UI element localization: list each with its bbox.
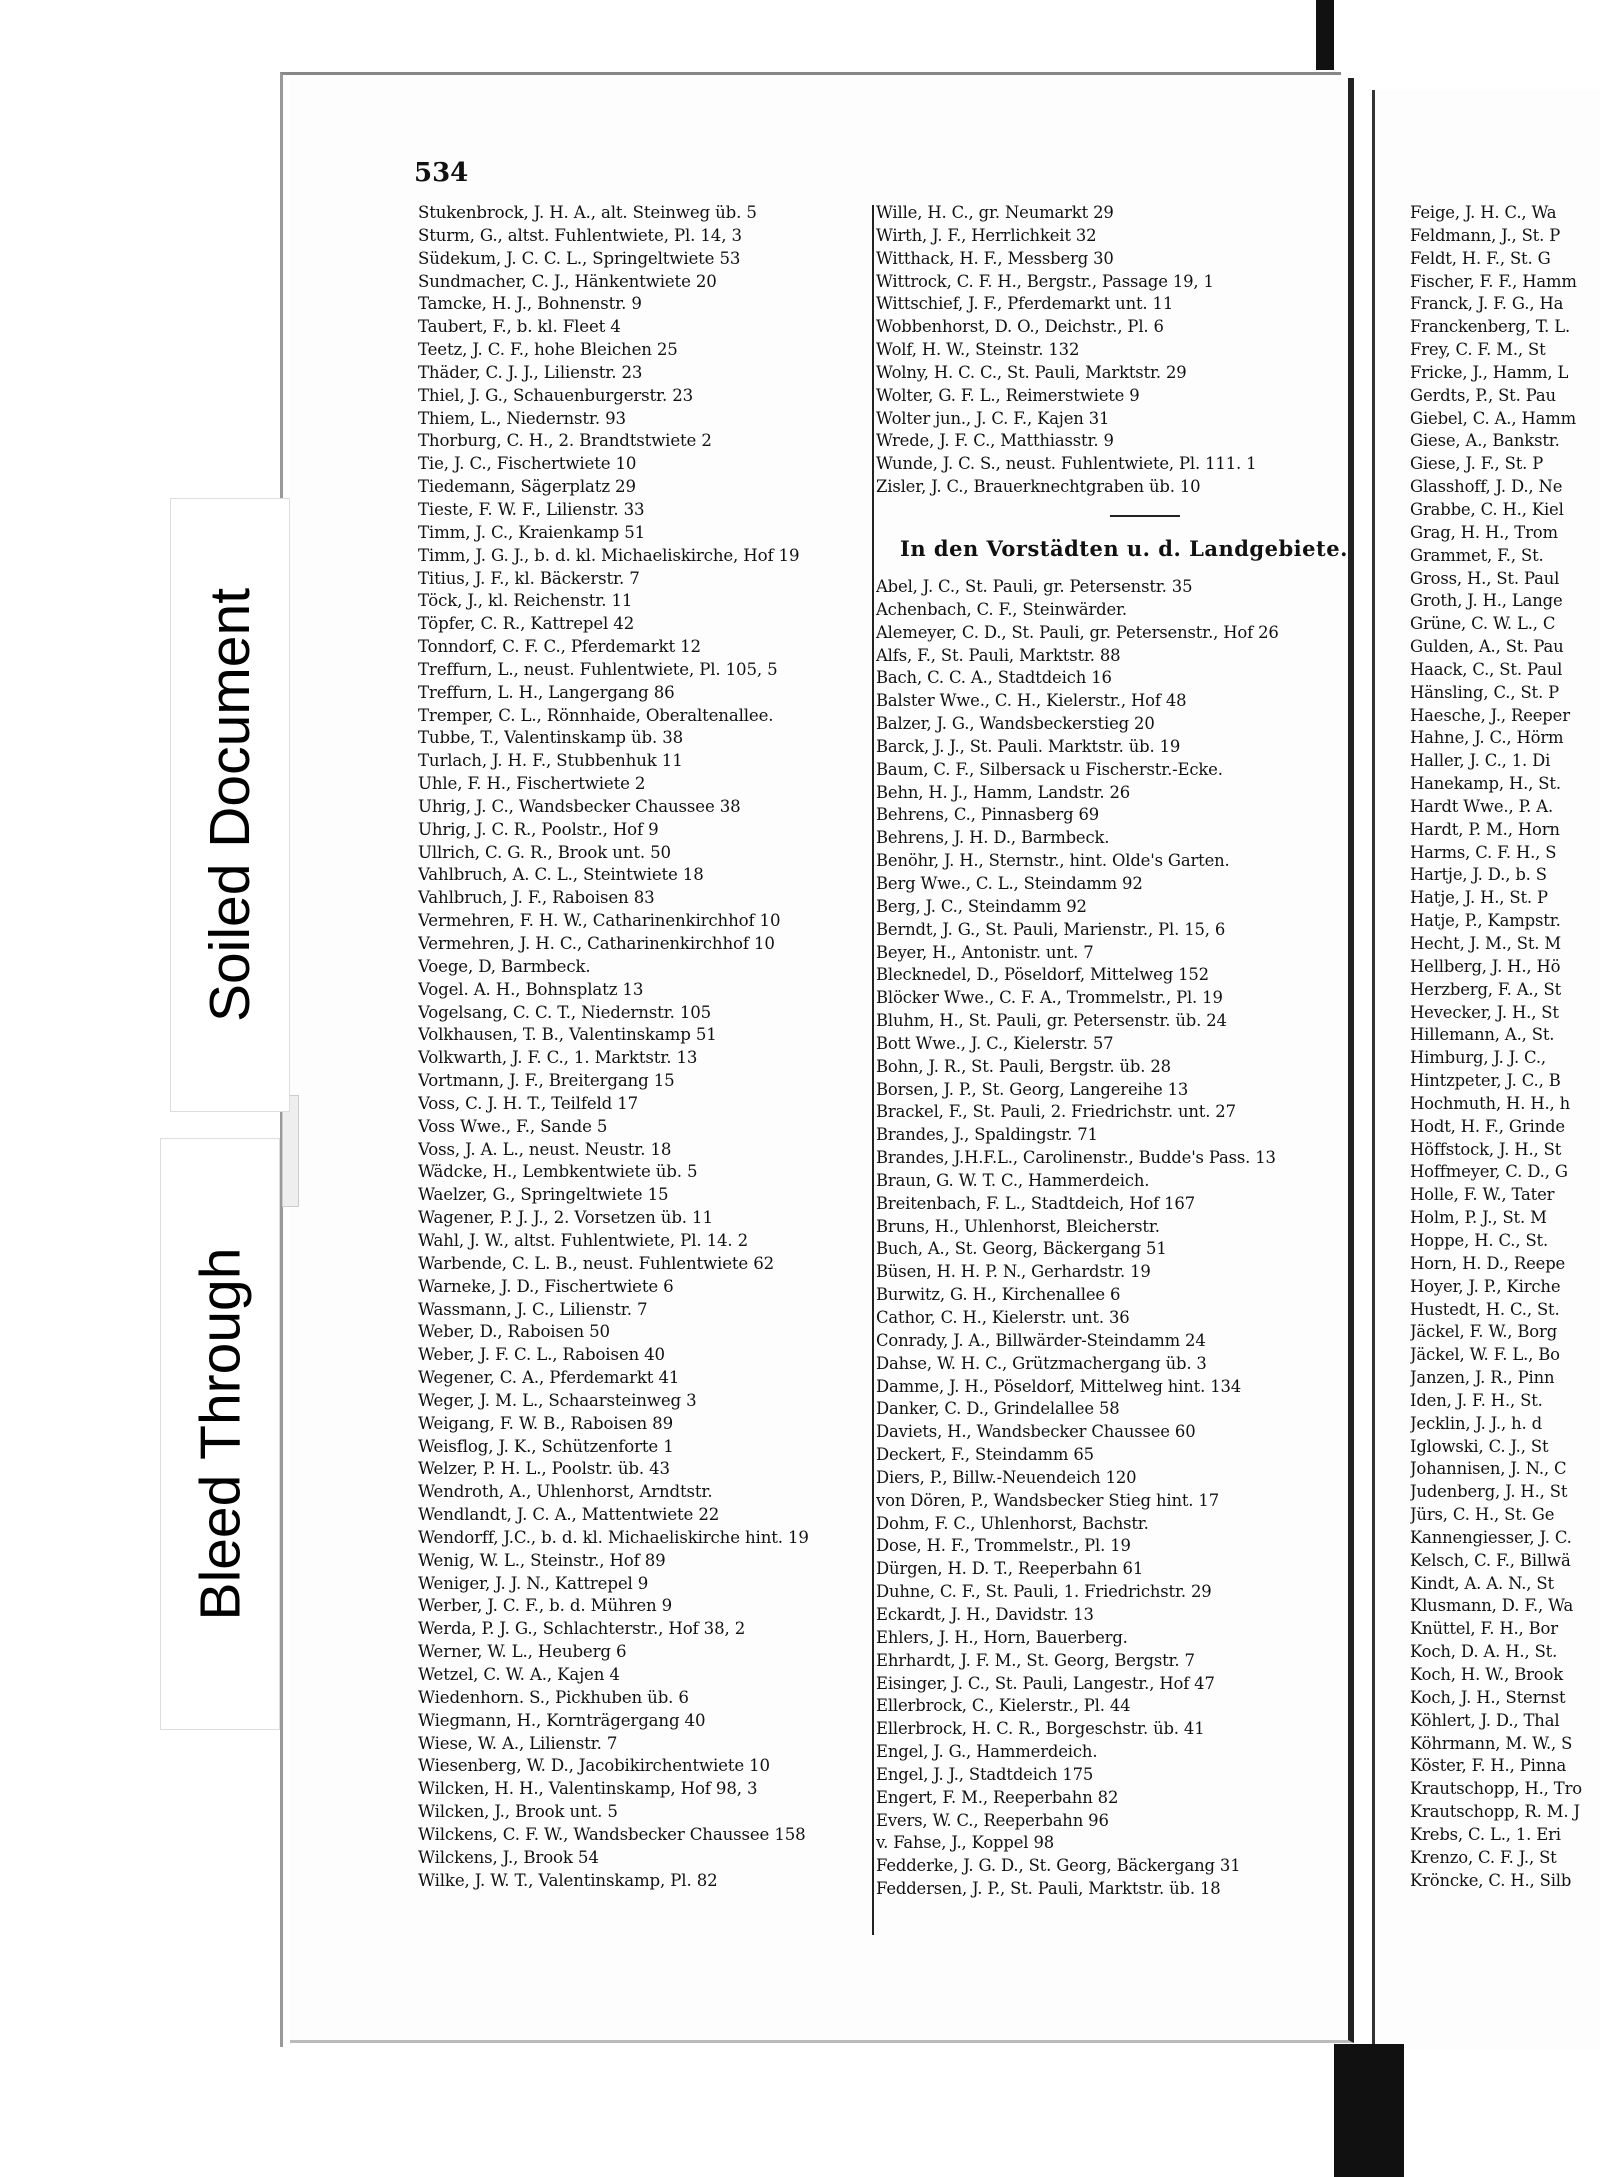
directory-entry: Baum, C. F., Silbersack u Fischerstr.-Ecke. — [876, 759, 1223, 779]
directory-entry: Feige, J. H. C., Wa — [1410, 203, 1557, 222]
directory-entry: Berndt, J. G., St. Pauli, Marienstr., Pl. 15, 6 — [876, 919, 1226, 939]
directory-entry: Beyer, H., Antonistr. unt. 7 — [876, 942, 1094, 962]
directory-entry: Behrens, C., Pinnasberg 69 — [876, 805, 1100, 825]
directory-entry: Wirth, J. F., Herrlichkeit 32 — [876, 225, 1097, 245]
directory-entry: Vogel. A. H., Bohnsplatz 13 — [418, 979, 644, 999]
directory-entry: Balzer, J. G., Wandsbeckerstieg 20 — [876, 714, 1155, 734]
directory-entry: Damme, J. H., Pöseldorf, Mittelweg hint. 134 — [876, 1376, 1242, 1396]
directory-entry: Hartje, J. D., b. S — [1410, 865, 1547, 885]
directory-entry: Iden, J. F. H., St. — [1410, 1390, 1543, 1410]
directory-entry: Voss, J. A. L., neust. Neustr. 18 — [418, 1139, 672, 1159]
directory-entry: Achenbach, C. F., Steinwärder. — [876, 599, 1127, 619]
directory-entry: Thiem, L., Niedernstr. 93 — [418, 408, 626, 428]
directory-entry: Hillemann, A., St. — [1410, 1025, 1555, 1045]
directory-entry: Holle, F. W., Tater — [1410, 1185, 1555, 1205]
directory-column-left — [418, 202, 874, 1892]
directory-entry: Koch, D. A. H., St. — [1410, 1642, 1558, 1662]
directory-entry: Tiedemann, Sägerplatz 29 — [418, 477, 636, 497]
directory-entry: Wilcken, H. H., Valentinskamp, Hof 98, 3 — [418, 1779, 758, 1799]
directory-entry: Krautschopp, R. M. J — [1410, 1802, 1580, 1822]
directory-entry: Bohn, J. R., St. Pauli, Bergstr. üb. 28 — [876, 1056, 1171, 1076]
directory-entry: Hellberg, J. H., Hö — [1410, 956, 1561, 976]
directory-entry: Voss, C. J. H. T., Teilfeld 17 — [418, 1093, 639, 1113]
directory-column-middle-top — [876, 202, 1338, 499]
directory-entry: Engel, J. G., Hammerdeich. — [876, 1742, 1098, 1762]
directory-entry: Vogelsang, C. C. T., Niedernstr. 105 — [418, 1002, 712, 1022]
directory-entry: Uhrig, J. C., Wandsbecker Chaussee 38 — [418, 796, 741, 816]
directory-entry: Wenig, W. L., Steinstr., Hof 89 — [418, 1550, 666, 1570]
page-number: 534 — [414, 158, 469, 188]
directory-entry: Warbende, C. L. B., neust. Fuhlentwiete 62 — [418, 1253, 775, 1273]
directory-entry: Kelsch, C. F., Billwä — [1410, 1550, 1571, 1570]
directory-entry: Ehlers, J. H., Horn, Bauerberg. — [876, 1627, 1128, 1647]
section-rule — [1110, 515, 1180, 517]
directory-entry: Wiese, W. A., Lilienstr. 7 — [418, 1733, 618, 1753]
directory-entry: Wolf, H. W., Steinstr. 132 — [876, 340, 1080, 360]
directory-entry: Wiesenberg, W. D., Jacobikirchentwiete 10 — [418, 1756, 770, 1776]
directory-entry: Tieste, F. W. F., Lilienstr. 33 — [418, 499, 645, 519]
directory-entry: Uhrig, J. C. R., Poolstr., Hof 9 — [418, 819, 659, 839]
directory-entry: Brandes, J.H.F.L., Carolinenstr., Budde's Pass. 13 — [876, 1148, 1276, 1168]
directory-entry: Köster, F. H., Pinna — [1410, 1756, 1567, 1776]
directory-entry: Zisler, J. C., Brauerknechtgraben üb. 10 — [876, 477, 1201, 497]
soiled-document-stamp — [170, 498, 290, 1112]
directory-entry: Wetzel, C. W. A., Kajen 4 — [418, 1665, 620, 1684]
directory-entry: Krautschopp, H., Tro — [1410, 1779, 1582, 1799]
binding-shadow-top — [1316, 0, 1334, 70]
soiled-document-label: Soiled Document — [198, 587, 263, 1023]
binding-shadow-bottom — [1334, 2044, 1404, 2177]
directory-entry: Fricke, J., Hamm, L — [1410, 362, 1569, 382]
directory-entry: Köhlert, J. D., Thal — [1410, 1710, 1560, 1730]
directory-entry: Jecklin, J. J., h. d — [1410, 1413, 1542, 1433]
directory-entry: Janzen, J. R., Pinn — [1410, 1368, 1555, 1388]
directory-entry: Volkhausen, T. B., Valentinskamp 51 — [418, 1025, 717, 1045]
directory-entry: Cathor, C. H., Kielerstr. unt. 36 — [876, 1308, 1130, 1327]
directory-entry: Wilke, J. W. T., Valentinskamp, Pl. 82 — [418, 1870, 718, 1890]
directory-entry: Köhrmann, M. W., S — [1410, 1733, 1573, 1753]
directory-entry: Wunde, J. C. S., neust. Fuhlentwiete, Pl. 111. 1 — [876, 454, 1257, 474]
directory-entry: Hintzpeter, J. C., B — [1410, 1071, 1561, 1091]
directory-entry: Timm, J. C., Kraienkamp 51 — [418, 522, 646, 542]
directory-entry: Weber, D., Raboisen 50 — [418, 1322, 610, 1342]
directory-entry: Hoppe, H. C., St. — [1410, 1230, 1549, 1250]
directory-entry: Fischer, F. F., Hamm — [1410, 271, 1577, 291]
directory-entry: Daviets, H., Wandsbecker Chaussee 60 — [876, 1422, 1196, 1442]
directory-entry: Krenzo, C. F. J., St — [1410, 1847, 1557, 1867]
directory-entry: v. Fahse, J., Koppel 98 — [876, 1833, 1054, 1853]
directory-entry: Wassmann, J. C., Lilienstr. 7 — [418, 1299, 648, 1319]
directory-entry: Koch, J. H., Sternst — [1410, 1687, 1566, 1707]
directory-entry: Iglowski, C. J., St — [1410, 1436, 1549, 1456]
directory-entry: Dürgen, H. D. T., Reeperbahn 61 — [876, 1559, 1144, 1579]
directory-entry: Giebel, C. A., Hamm — [1410, 408, 1577, 428]
directory-entry: Frey, C. F. M., St — [1410, 340, 1546, 360]
directory-entry: Engel, J. J., Stadtdeich 175 — [876, 1764, 1094, 1784]
directory-entry: Feldt, H. F., St. G — [1410, 248, 1551, 268]
directory-entry: Wiedenhorn. S., Pickhuben üb. 6 — [418, 1687, 689, 1707]
directory-entry: Grüne, C. W. L., C — [1410, 614, 1556, 634]
directory-entry: Blöcker Wwe., C. F. A., Trommelstr., Pl. 19 — [876, 988, 1223, 1008]
directory-entry: Tonndorf, C. F. C., Pferdemarkt 12 — [418, 637, 701, 657]
directory-entry: Barck, J. J., St. Pauli. Marktstr. üb. 19 — [876, 736, 1181, 756]
directory-column-right — [1410, 202, 1600, 1892]
directory-entry: Waelzer, G., Springeltwiete 15 — [418, 1185, 669, 1205]
directory-entry: Hecht, J. M., St. M — [1410, 934, 1562, 953]
directory-entry: Wagener, P. J. J., 2. Vorsetzen üb. 11 — [418, 1208, 713, 1228]
directory-entry: Weisflog, J. K., Schützenforte 1 — [418, 1436, 674, 1456]
directory-entry: Witthack, H. F., Messberg 30 — [876, 248, 1114, 268]
directory-entry: Haesche, J., Reeper — [1410, 705, 1570, 725]
directory-entry: Behn, H. J., Hamm, Landstr. 26 — [876, 782, 1131, 802]
directory-entry: Benöhr, J. H., Sternstr., hint. Olde's Garten. — [876, 851, 1230, 871]
directory-entry: Bluhm, H., St. Pauli, gr. Petersenstr. üb. 24 — [876, 1011, 1227, 1031]
directory-entry: Danker, C. D., Grindelallee 58 — [876, 1399, 1120, 1419]
directory-entry: Eckardt, J. H., Davidstr. 13 — [876, 1604, 1094, 1624]
directory-entry: Wendorff, J.C., b. d. kl. Michaeliskirche hint. 19 — [418, 1527, 809, 1547]
directory-entry: Wahl, J. W., altst. Fuhlentwiete, Pl. 14. 2 — [418, 1230, 749, 1250]
directory-entry: Wilckens, J., Brook 54 — [418, 1847, 599, 1867]
directory-entry: Grammet, F., St. — [1410, 545, 1544, 565]
directory-entry: Tie, J. C., Fischertwiete 10 — [418, 454, 637, 474]
directory-entry: Diers, P., Billw.-Neuendeich 120 — [876, 1467, 1137, 1487]
directory-entry: Balster Wwe., C. H., Kielerstr., Hof 48 — [876, 691, 1187, 711]
directory-entry: Vermehren, F. H. W., Catharinenkirchhof 10 — [418, 911, 781, 931]
directory-entry: Grag, H. H., Trom — [1410, 522, 1558, 542]
directory-entry: Conrady, J. A., Billwärder-Steindamm 24 — [876, 1330, 1206, 1350]
directory-entry: Teetz, J. C. F., hohe Bleichen 25 — [418, 340, 678, 360]
directory-entry: Wolny, H. C. C., St. Pauli, Marktstr. 29 — [876, 362, 1187, 382]
directory-entry: Thorburg, C. H., 2. Brandtstwiete 2 — [418, 431, 712, 451]
directory-entry: Wrede, J. F. C., Matthiasstr. 9 — [876, 431, 1114, 451]
directory-entry: Wiegmann, H., Kornträgergang 40 — [418, 1710, 706, 1730]
directory-entry: Gulden, A., St. Pau — [1410, 637, 1564, 657]
directory-entry: Wolter, G. F. L., Reimerstwiete 9 — [876, 385, 1140, 405]
directory-entry: Turlach, J. H. F., Stubbenhuk 11 — [418, 751, 683, 771]
directory-entry: Grabbe, C. H., Kiel — [1410, 499, 1564, 519]
directory-entry: Horn, H. D., Reepe — [1410, 1253, 1566, 1273]
directory-entry: Töpfer, C. R., Kattrepel 42 — [418, 614, 635, 634]
directory-entry: Wittrock, C. F. H., Bergstr., Passage 19, 1 — [876, 271, 1214, 291]
directory-entry: Ehrhardt, J. F. M., St. Georg, Bergstr. 7 — [876, 1650, 1195, 1670]
bleed-through-stamp — [160, 1138, 280, 1730]
directory-entry: Höffstock, J. H., St — [1410, 1139, 1562, 1159]
directory-entry: Harms, C. F. H., S — [1410, 842, 1557, 862]
directory-entry: Töck, J., kl. Reichenstr. 11 — [418, 591, 633, 611]
directory-entry: Eisinger, J. C., St. Pauli, Langestr., Hof 47 — [876, 1673, 1215, 1693]
directory-entry: Feddersen, J. P., St. Pauli, Marktstr. üb. 18 — [876, 1879, 1221, 1899]
directory-entry: Wegener, C. A., Pferdemarkt 41 — [418, 1368, 680, 1388]
directory-entry: Hardt, P. M., Horn — [1410, 819, 1560, 839]
directory-entry: Jäckel, F. W., Borg — [1410, 1322, 1558, 1342]
directory-entry: Giese, A., Bankstr. — [1410, 431, 1560, 451]
directory-entry: Sturm, G., altst. Fuhlentwiete, Pl. 14, 3 — [418, 225, 742, 245]
directory-entry: Johannisen, J. N., C — [1410, 1459, 1567, 1479]
directory-entry: Hatje, J. H., St. P — [1410, 888, 1548, 908]
directory-entry: Holm, P. J., St. M — [1410, 1208, 1547, 1228]
directory-entry: Ellerbrock, C., Kielerstr., Pl. 44 — [876, 1696, 1131, 1716]
directory-entry: Berg Wwe., C. L., Steindamm 92 — [876, 873, 1143, 893]
directory-entry: Wolter jun., J. C. F., Kajen 31 — [876, 408, 1110, 428]
directory-entry: Knüttel, F. H., Bor — [1410, 1619, 1558, 1639]
directory-entry: Burwitz, G. H., Kirchenallee 6 — [876, 1285, 1121, 1305]
directory-entry: Glasshoff, J. D., Ne — [1410, 477, 1563, 497]
directory-entry: Dose, H. F., Trommelstr., Pl. 19 — [876, 1536, 1131, 1556]
directory-entry: Bott Wwe., J. C., Kielerstr. 57 — [876, 1033, 1114, 1053]
directory-entry: Evers, W. C., Reeperbahn 96 — [876, 1810, 1109, 1830]
directory-entry: Duhne, C. F., St. Pauli, 1. Friedrichstr. 29 — [876, 1582, 1212, 1602]
directory-entry: Weger, J. M. L., Schaarsteinweg 3 — [418, 1390, 697, 1410]
directory-entry: Vermehren, J. H. C., Catharinenkirchhof 10 — [418, 934, 775, 953]
directory-entry: Werda, P. J. G., Schlachterstr., Hof 38, 2 — [418, 1619, 746, 1639]
directory-entry: Judenberg, J. H., St — [1410, 1482, 1568, 1502]
directory-entry: Voss Wwe., F., Sande 5 — [418, 1116, 608, 1136]
directory-entry: Bach, C. C. A., Stadtdeich 16 — [876, 668, 1112, 688]
directory-entry: Berg, J. C., Steindamm 92 — [876, 896, 1087, 916]
directory-entry: von Dören, P., Wandsbecker Stieg hint. 17 — [876, 1490, 1219, 1510]
directory-entry: Hustedt, H. C., St. — [1410, 1299, 1560, 1319]
directory-entry: Hahne, J. C., Hörm — [1410, 728, 1564, 748]
directory-entry: Himburg, J. J. C., — [1410, 1048, 1546, 1068]
directory-entry: Tubbe, T., Valentinskamp üb. 38 — [418, 728, 684, 748]
directory-entry: Hardt Wwe., P. A. — [1410, 796, 1554, 816]
bleed-through-label: Bleed Through — [188, 1247, 252, 1621]
directory-entry: Kannengiesser, J. C. — [1410, 1527, 1572, 1547]
directory-entry: Alemeyer, C. D., St. Pauli, gr. Petersenstr., Hof 26 — [876, 622, 1279, 642]
directory-entry: Breitenbach, F. L., Stadtdeich, Hof 167 — [876, 1193, 1195, 1213]
directory-entry: Thiel, J. G., Schauenburgerstr. 23 — [418, 385, 694, 405]
directory-entry: Braun, G. W. T. C., Hammerdeich. — [876, 1170, 1150, 1190]
directory-entry: Gross, H., St. Paul — [1410, 568, 1560, 588]
directory-entry: Kröncke, C. H., Silb — [1410, 1870, 1572, 1890]
directory-entry: Wendlandt, J. C. A., Mattentwiete 22 — [418, 1505, 720, 1525]
directory-entry: Brandes, J., Spaldingstr. 71 — [876, 1125, 1098, 1145]
directory-entry: Hochmuth, H. H., h — [1410, 1093, 1571, 1113]
directory-entry: Giese, J. F., St. P — [1410, 454, 1544, 474]
directory-entry: Kindt, A. A. N., St — [1410, 1573, 1554, 1593]
directory-entry: Gerdts, P., St. Pau — [1410, 385, 1556, 405]
directory-entry: Fedderke, J. G. D., St. Georg, Bäckergang 31 — [876, 1856, 1241, 1876]
directory-entry: Hoffmeyer, C. D., G — [1410, 1162, 1568, 1182]
directory-entry: Alfs, F., St. Pauli, Marktstr. 88 — [876, 645, 1121, 665]
directory-entry: Buch, A., St. Georg, Bäckergang 51 — [876, 1239, 1167, 1259]
column-divider — [872, 205, 874, 1935]
directory-entry: Hoyer, J. P., Kirche — [1410, 1276, 1561, 1296]
directory-entry: Dohm, F. C., Uhlenhorst, Bachstr. — [876, 1513, 1149, 1533]
directory-entry: Hevecker, J. H., St — [1410, 1002, 1559, 1022]
directory-entry: Titius, J. F., kl. Bäckerstr. 7 — [418, 568, 640, 588]
directory-entry: Tamcke, H. J., Bohnenstr. 9 — [418, 294, 642, 314]
directory-entry: Blecknedel, D., Pöseldorf, Mittelweg 152 — [876, 965, 1209, 985]
directory-entry: Taubert, F., b. kl. Fleet 4 — [418, 317, 621, 337]
directory-entry: Groth, J. H., Lange — [1410, 591, 1563, 611]
directory-entry: Deckert, F., Steindamm 65 — [876, 1445, 1094, 1465]
directory-entry: Wilckens, C. F. W., Wandsbecker Chaussee 158 — [418, 1824, 806, 1844]
directory-entry: Behrens, J. H. D., Barmbeck. — [876, 828, 1110, 848]
directory-entry: Weniger, J. J. N., Kattrepel 9 — [418, 1573, 649, 1593]
directory-entry: Franckenberg, T. L. — [1410, 317, 1571, 337]
directory-entry: Hodt, H. F., Grinde — [1410, 1116, 1565, 1136]
section-heading: In den Vorstädten u. d. Landgebiete. — [900, 536, 1348, 561]
directory-entry: Hänsling, C., St. P — [1410, 682, 1559, 702]
directory-entry: Uhle, F. H., Fischertwiete 2 — [418, 774, 646, 794]
directory-entry: Vahlbruch, J. F., Raboisen 83 — [418, 888, 655, 908]
directory-entry: Wobbenhorst, D. O., Deichstr., Pl. 6 — [876, 317, 1164, 337]
directory-entry: Stukenbrock, J. H. A., alt. Steinweg üb. 5 — [418, 203, 757, 222]
directory-entry: Südekum, J. C. C. L., Springeltwiete 53 — [418, 248, 741, 268]
directory-entry: Werber, J. C. F., b. d. Mühren 9 — [418, 1596, 673, 1616]
directory-entry: Wille, H. C., gr. Neumarkt 29 — [876, 203, 1114, 222]
directory-entry: Haack, C., St. Paul — [1410, 659, 1563, 679]
directory-entry: Ellerbrock, H. C. R., Borgeschstr. üb. 41 — [876, 1719, 1205, 1739]
directory-entry: Wädcke, H., Lembkentwiete üb. 5 — [418, 1162, 698, 1182]
directory-entry: Vahlbruch, A. C. L., Steintwiete 18 — [418, 865, 704, 885]
directory-entry: Hanekamp, H., St. — [1410, 774, 1561, 794]
directory-entry: Wittschief, J. F., Pferdemarkt unt. 11 — [876, 294, 1174, 314]
directory-entry: Bruns, H., Uhlenhorst, Bleicherstr. — [876, 1216, 1160, 1236]
directory-entry: Weigang, F. W. B., Raboisen 89 — [418, 1413, 674, 1433]
directory-entry: Krebs, C. L., 1. Eri — [1410, 1824, 1561, 1844]
directory-entry: Treffurn, L., neust. Fuhlentwiete, Pl. 105, 5 — [418, 659, 778, 679]
directory-entry: Timm, J. G. J., b. d. kl. Michaeliskirche, Hof 19 — [418, 545, 800, 565]
directory-entry: Klusmann, D. F., Wa — [1410, 1596, 1574, 1616]
directory-entry: Brackel, F., St. Pauli, 2. Friedrichstr. unt. 27 — [876, 1102, 1236, 1122]
directory-entry: Ullrich, C. G. R., Brook unt. 50 — [418, 842, 671, 862]
directory-entry: Werner, W. L., Heuberg 6 — [418, 1642, 627, 1662]
directory-entry: Voege, D, Barmbeck. — [418, 956, 591, 976]
directory-entry: Warneke, J. D., Fischertwiete 6 — [418, 1276, 674, 1296]
directory-entry: Treffurn, L. H., Langergang 86 — [418, 682, 675, 702]
directory-entry: Jäckel, W. F. L., Bo — [1410, 1345, 1560, 1365]
directory-entry: Franck, J. F. G., Ha — [1410, 294, 1564, 314]
directory-entry: Vortmann, J. F., Breitergang 15 — [418, 1071, 675, 1091]
directory-entry: Haller, J. C., 1. Di — [1410, 751, 1551, 771]
directory-entry: Engert, F. M., Reeperbahn 82 — [876, 1787, 1119, 1807]
directory-entry: Volkwarth, J. F. C., 1. Marktstr. 13 — [418, 1048, 698, 1068]
directory-entry: Thäder, C. J. J., Lilienstr. 23 — [418, 362, 643, 382]
directory-entry: Abel, J. C., St. Pauli, gr. Petersenstr. 35 — [876, 577, 1193, 596]
directory-column-middle-bottom — [876, 576, 1338, 1901]
directory-entry: Welzer, P. H. L., Poolstr. üb. 43 — [418, 1459, 670, 1479]
directory-entry: Wilcken, J., Brook unt. 5 — [418, 1802, 618, 1822]
directory-entry: Weber, J. F. C. L., Raboisen 40 — [418, 1345, 665, 1365]
directory-entry: Dahse, W. H. C., Grützmachergang üb. 3 — [876, 1353, 1207, 1373]
directory-entry: Jürs, C. H., St. Ge — [1410, 1505, 1555, 1525]
directory-entry: Borsen, J. P., St. Georg, Langereihe 13 — [876, 1079, 1189, 1099]
directory-entry: Feldmann, J., St. P — [1410, 225, 1561, 245]
directory-entry: Büsen, H. H. P. N., Gerhardstr. 19 — [876, 1262, 1151, 1282]
directory-entry: Koch, H. W., Brook — [1410, 1665, 1564, 1684]
directory-entry: Herzberg, F. A., St — [1410, 979, 1562, 999]
directory-entry: Tremper, C. L., Rönnhaide, Oberaltenallee. — [418, 705, 774, 725]
directory-entry: Wendroth, A., Uhlenhorst, Arndtstr. — [418, 1482, 713, 1502]
directory-entry: Hatje, P., Kampstr. — [1410, 911, 1561, 931]
directory-entry: Sundmacher, C. J., Hänkentwiete 20 — [418, 271, 717, 291]
